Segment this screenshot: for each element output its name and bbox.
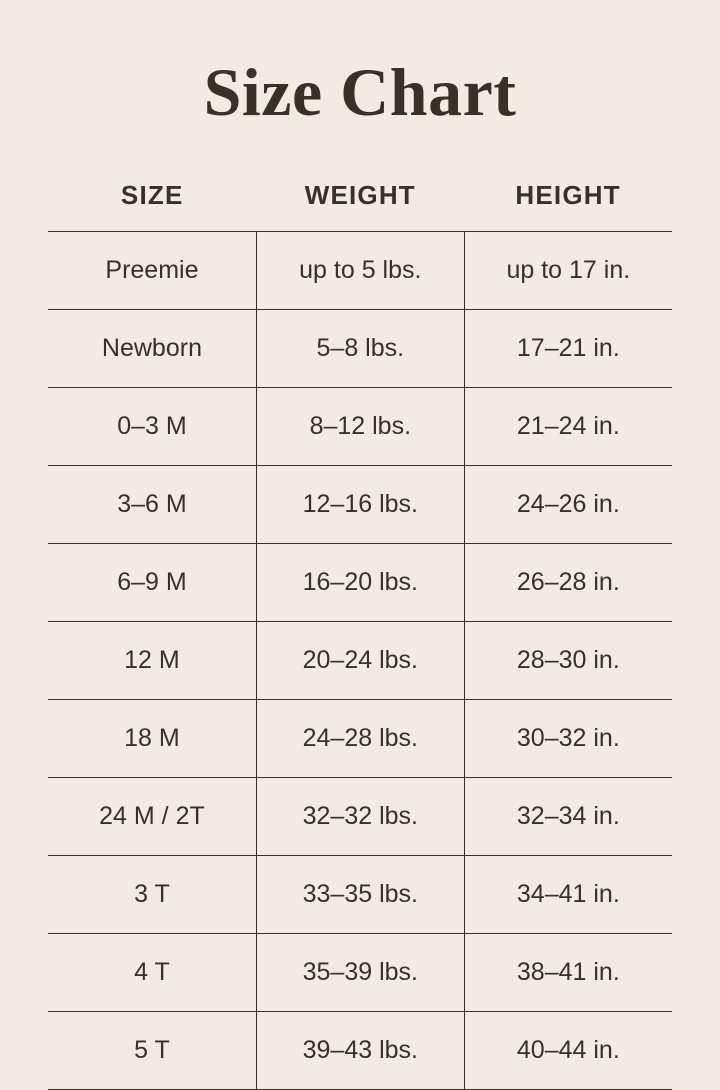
table-row <box>48 466 672 544</box>
cell-size: 18 M <box>48 700 256 778</box>
cell-height: 30–32 in. <box>464 700 672 778</box>
cell-height: 34–41 in. <box>464 856 672 934</box>
table-body <box>48 232 672 1090</box>
column-header-size: SIZE <box>120 180 184 210</box>
cell-size: Newborn <box>48 310 256 388</box>
table-row <box>48 1012 672 1090</box>
cell-size: 0–3 M <box>48 388 256 466</box>
cell-size: 5 T <box>48 1012 256 1090</box>
cell-weight: 5–8 lbs. <box>256 310 464 388</box>
cell-weight: 12–16 lbs. <box>256 466 464 544</box>
cell-height: 24–26 in. <box>464 466 672 544</box>
cell-size: 12 M <box>48 622 256 700</box>
column-header-weight: WEIGHT <box>304 180 416 210</box>
page-title: Size Chart <box>203 54 517 130</box>
table-row <box>48 622 672 700</box>
table-row <box>48 700 672 778</box>
cell-weight: 39–43 lbs. <box>256 1012 464 1090</box>
cell-size: 6–9 M <box>48 544 256 622</box>
cell-weight: 32–32 lbs. <box>256 778 464 856</box>
cell-size: 24 M / 2T <box>48 778 256 856</box>
table-row <box>48 778 672 856</box>
cell-height: 38–41 in. <box>464 934 672 1012</box>
cell-weight: 35–39 lbs. <box>256 934 464 1012</box>
table-row <box>48 934 672 1012</box>
column-header-height: HEIGHT <box>515 180 621 210</box>
table-row <box>48 544 672 622</box>
cell-weight: 20–24 lbs. <box>256 622 464 700</box>
table-row <box>48 232 672 310</box>
cell-weight: 24–28 lbs. <box>256 700 464 778</box>
cell-height: 40–44 in. <box>464 1012 672 1090</box>
table-row <box>48 310 672 388</box>
table-row <box>48 856 672 934</box>
cell-size: 4 T <box>48 934 256 1012</box>
cell-height: up to 17 in. <box>464 232 672 310</box>
cell-height: 32–34 in. <box>464 778 672 856</box>
cell-height: 26–28 in. <box>464 544 672 622</box>
cell-weight: 33–35 lbs. <box>256 856 464 934</box>
table-row <box>48 388 672 466</box>
cell-height: 21–24 in. <box>464 388 672 466</box>
cell-height: 17–21 in. <box>464 310 672 388</box>
table-header <box>48 174 672 232</box>
size-chart-table <box>48 174 672 1090</box>
cell-size: 3 T <box>48 856 256 934</box>
table-header-row <box>48 174 672 232</box>
cell-height: 28–30 in. <box>464 622 672 700</box>
size-chart-table-container <box>48 126 672 1090</box>
cell-weight: 8–12 lbs. <box>256 388 464 466</box>
cell-size: 3–6 M <box>48 466 256 544</box>
cell-size: Preemie <box>48 232 256 310</box>
cell-weight: up to 5 lbs. <box>256 232 464 310</box>
cell-weight: 16–20 lbs. <box>256 544 464 622</box>
